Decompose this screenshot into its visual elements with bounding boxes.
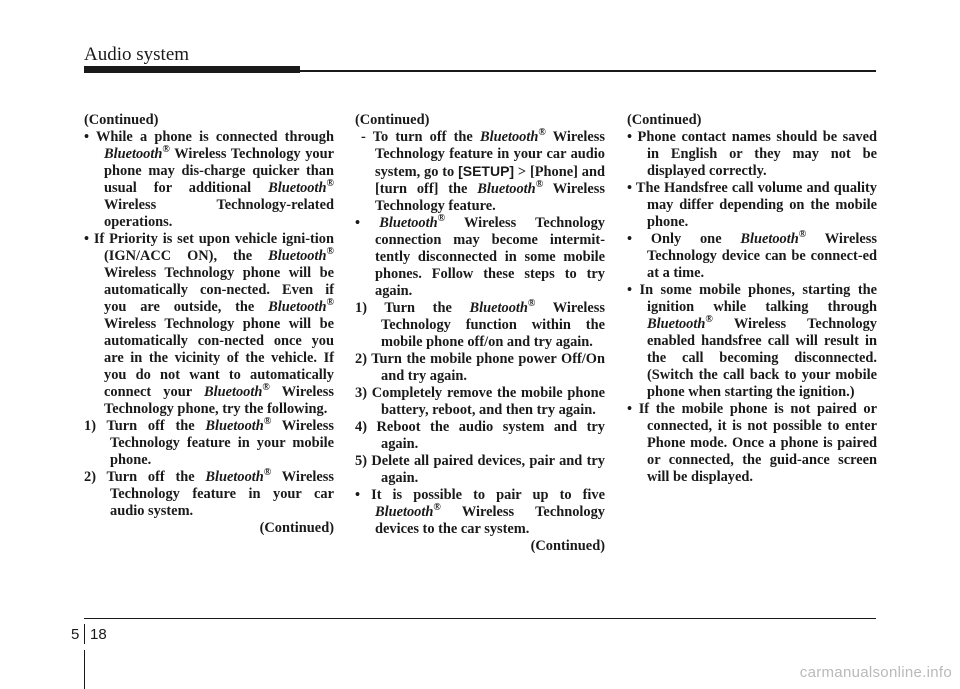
- registered-mark: ®: [263, 467, 272, 479]
- page-number: 18: [90, 626, 107, 643]
- bluetooth-term: Bluetooth: [205, 418, 264, 434]
- continued-label: (Continued): [627, 112, 702, 128]
- text-run: • In some mobile phones, starting the ignition while talking through: [627, 282, 877, 315]
- continued-label: (Continued): [259, 520, 334, 536]
- bluetooth-term: Bluetooth: [375, 504, 434, 520]
- bullet-pair-five: [355, 487, 605, 538]
- text-run: > [Phone] and [turn off] the: [375, 164, 605, 197]
- text-run: Wireless Technology enabled handsfree call will result in the call becoming disconnected. (Switch the call back to your mobile phone when starting the ignition.): [647, 316, 877, 400]
- registered-mark: ®: [326, 178, 334, 190]
- chapter-number: 5: [71, 626, 80, 643]
- step-2: [84, 469, 334, 520]
- text-run: •: [355, 215, 380, 231]
- registered-mark: ®: [538, 127, 546, 139]
- text-run: Wireless Technology connection may become intermit-tently disconnected in some mobile phones. Follow these steps to try again.: [375, 215, 605, 299]
- registered-mark: ®: [162, 144, 170, 156]
- registered-mark: ®: [527, 298, 536, 310]
- text-run: Wireless Technology phone will be automatically con-nected. Even if you are outside, the: [104, 265, 334, 315]
- text-run: Wireless Technology devices to the car system.: [375, 504, 605, 537]
- bluetooth-term: Bluetooth: [268, 180, 327, 196]
- registered-mark: ®: [798, 229, 807, 241]
- text-run: Wireless Technology function within the mobile phone off/on and try again.: [381, 300, 606, 350]
- step-3: 3) Completely remove the mobile phone battery, reboot, and then try again.: [355, 385, 605, 418]
- bluetooth-term: Bluetooth: [647, 316, 706, 332]
- text-run: Wireless Technology device can be connect-ed at a time.: [647, 231, 877, 281]
- text-run: • While a phone is connected through: [84, 129, 334, 145]
- continued-label: (Continued): [530, 538, 605, 554]
- text-run: Wireless Technology feature in your car audio system.: [110, 469, 334, 519]
- registered-mark: ®: [433, 502, 441, 514]
- bluetooth-term: Bluetooth: [204, 384, 263, 400]
- text-column-2: [355, 112, 605, 555]
- page-number-separator: [84, 624, 85, 644]
- bluetooth-term: Bluetooth: [104, 146, 163, 162]
- text-run: • It is possible to pair up to five: [355, 487, 605, 503]
- text-run: Wireless Technology phone, try the following.: [104, 384, 334, 417]
- bullet-not-paired: • If the mobile phone is not paired or connected, it is not possible to enter Phone mode. Once a phone is paired or connected, the guid-ance screen will be displayed.: [627, 401, 877, 485]
- registered-mark: ®: [705, 314, 713, 326]
- step-2: 2) Turn the mobile phone power Off/On and try again.: [355, 351, 605, 384]
- bullet-battery-drain: [84, 129, 334, 231]
- text-run: Wireless Technology feature in your mobile phone.: [110, 418, 334, 468]
- text-run: Wireless Technology your phone may dis-charge quicker than usual for additional: [104, 146, 334, 196]
- header-bar-thick: [84, 66, 300, 73]
- text-run: Wireless Technology feature.: [375, 181, 605, 214]
- bluetooth-term: Bluetooth: [740, 231, 799, 247]
- registered-mark: ®: [437, 213, 446, 225]
- registered-mark: ®: [263, 416, 272, 428]
- bluetooth-term: Bluetooth: [479, 129, 539, 145]
- registered-mark: ®: [262, 382, 270, 394]
- setup-key-label: [SETUP]: [458, 163, 515, 179]
- bullet-only-one: [627, 231, 877, 282]
- step-4: 4) Reboot the audio system and try again.: [355, 419, 605, 452]
- step-1: [84, 418, 334, 469]
- bluetooth-term: Bluetooth: [268, 248, 327, 264]
- step-5: 5) Delete all paired devices, pair and try again.: [355, 453, 605, 486]
- registered-mark: ®: [535, 179, 544, 191]
- footer-guide-line: [84, 650, 85, 689]
- text-run: Wireless Technology-related operations.: [104, 197, 334, 230]
- bullet-ignition-call: [627, 282, 877, 401]
- dash-item-turn-off: [355, 129, 605, 215]
- page-header-title: Audio system: [84, 44, 190, 65]
- text-run: • Only one: [627, 231, 741, 247]
- text-run: 2) Turn off the: [84, 469, 206, 485]
- bluetooth-term: Bluetooth: [477, 181, 536, 197]
- continued-label: (Continued): [355, 112, 430, 128]
- registered-mark: ®: [326, 297, 334, 309]
- bullet-contact-names: • Phone contact names should be saved in English or they may not be displayed correctly.: [627, 129, 877, 179]
- text-column-3: [627, 112, 877, 486]
- text-run: - To turn off the: [361, 129, 480, 145]
- text-run: 1) Turn off the: [84, 418, 206, 434]
- text-column-1: [84, 112, 334, 537]
- watermark: carmanualsonline.info: [799, 664, 952, 681]
- bullet-handsfree-volume: • The Handsfree call volume and quality may differ depending on the mobile phone.: [627, 180, 877, 230]
- bullet-intermittent: [355, 215, 605, 300]
- header-rule: [300, 70, 876, 72]
- text-run: • If Priority is set upon vehicle igni-tion (IGN/ACC ON), the: [84, 231, 334, 264]
- bullet-priority: [84, 231, 334, 418]
- registered-mark: ®: [326, 246, 334, 258]
- continued-label: (Continued): [84, 112, 159, 128]
- footer-rule: [84, 618, 876, 619]
- bluetooth-term: Bluetooth: [469, 300, 528, 316]
- bluetooth-term: Bluetooth: [205, 469, 264, 485]
- text-run: Wireless Technology phone will be automatically con-nected once you are in the vicinity of the vehicle. If you do not want to automatically connect your: [104, 316, 334, 400]
- bluetooth-term: Bluetooth: [268, 299, 327, 315]
- step-1: [355, 300, 605, 351]
- bluetooth-term: Bluetooth: [379, 215, 438, 231]
- text-run: 1) Turn the: [355, 300, 470, 316]
- text-run: Wireless Technology feature in your car audio system, go to: [375, 129, 605, 180]
